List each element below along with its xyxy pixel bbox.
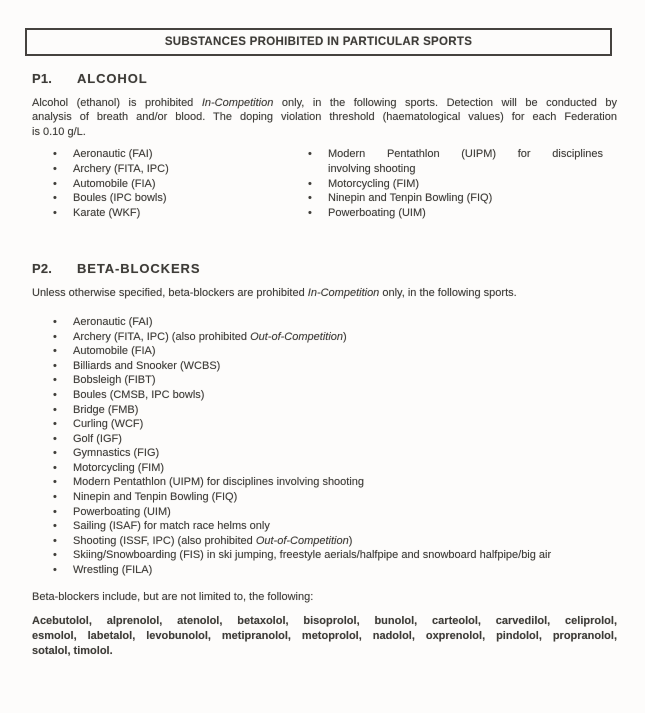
p2-note-paragraph: Beta-blockers include, but are not limited to, the following: — [32, 590, 314, 603]
list-item-label: Boules (IPC bowls) — [73, 192, 167, 205]
list-item — [53, 359, 617, 374]
list-item — [308, 147, 603, 176]
list-item — [53, 519, 617, 534]
bullet-icon: • — [53, 418, 57, 431]
list-item-label: Wrestling (FILA) — [73, 564, 153, 577]
list-item — [53, 403, 617, 418]
list-item-label: Karate (WKF) — [73, 206, 141, 219]
bullet-icon: • — [53, 491, 57, 504]
list-item — [53, 548, 617, 563]
list-item — [53, 191, 308, 206]
list-item-label: Powerboating (UIM) — [328, 206, 426, 219]
list-item-label: Archery (FITA, IPC) — [73, 162, 169, 175]
list-item — [53, 147, 308, 162]
bullet-icon: • — [308, 206, 312, 219]
list-item — [53, 162, 308, 177]
list-item — [53, 177, 308, 192]
list-item-label: Aeronautic (FAI) — [73, 315, 153, 328]
list-item — [308, 206, 603, 221]
list-item — [308, 191, 603, 206]
list-item — [53, 505, 617, 520]
list-item-label: Skiing/Snowboarding (FIS) in ski jumping, freestyle aerials/halfpipe and snowboard halfpipe/big air — [73, 549, 552, 562]
list-item — [53, 315, 617, 330]
p1-sports-list-right — [308, 147, 617, 220]
bullet-icon: • — [53, 177, 57, 190]
list-item-label: Gymnastics (FIG) — [73, 447, 160, 460]
list-item-label: Automobile (FIA) — [73, 177, 156, 190]
bullet-icon: • — [53, 162, 57, 175]
list-item — [53, 490, 617, 505]
bullet-icon: • — [53, 520, 57, 533]
p1-sports-list-left — [32, 147, 308, 220]
list-item — [53, 461, 617, 476]
text-line: involving shooting — [328, 162, 416, 175]
list-item — [53, 388, 617, 403]
list-item-label: Shooting (ISSF, IPC) (also prohibited Out-of-Competition) — [73, 534, 353, 547]
bullet-icon: • — [53, 345, 57, 358]
text-line: analysis of breath and/or blood. The doping violation threshold (haematological values) for each Federation — [32, 111, 617, 124]
list-item-label — [328, 147, 603, 176]
p2-heading-number: P2. — [32, 261, 53, 277]
text-line: Acebutolol, alprenolol, atenolol, betaxolol, bisoprolol, bunolol, carteolol, carvedilol, celiprolol, — [32, 615, 617, 628]
list-item — [53, 330, 617, 345]
list-item-label: Ninepin and Tenpin Bowling (FIQ) — [73, 491, 238, 504]
emphasized-text: Out-of-Competition — [255, 534, 349, 547]
list-item — [53, 417, 617, 432]
list-item-label: Automobile (FIA) — [73, 345, 156, 358]
bullet-icon: • — [53, 148, 57, 161]
bullet-icon: • — [53, 206, 57, 219]
bullet-icon: • — [53, 476, 57, 489]
emphasized-text: In-Competition — [201, 96, 274, 109]
p1-heading-label: ALCOHOL — [77, 70, 148, 86]
bullet-icon: • — [53, 359, 57, 372]
list-item-label: Curling (WCF) — [73, 418, 144, 431]
list-item-label: Motorcycling (FIM) — [73, 461, 165, 474]
page-title: SUBSTANCES PROHIBITED IN PARTICULAR SPORTS — [164, 36, 473, 48]
text-line: is 0.10 g/L. — [32, 125, 86, 138]
bullet-icon: • — [53, 564, 57, 577]
list-item — [53, 373, 617, 388]
list-item-label: Bridge (FMB) — [73, 403, 139, 416]
bullet-icon: • — [53, 432, 57, 445]
list-item-label: Sailing (ISAF) for match race helms only — [73, 520, 270, 533]
list-item — [53, 534, 617, 549]
list-item — [53, 206, 308, 221]
bullet-icon: • — [53, 192, 57, 205]
p2-heading — [32, 261, 617, 276]
p1-heading-number: P1. — [32, 70, 53, 86]
p2-sports-list — [32, 315, 617, 578]
title-box — [25, 28, 612, 56]
list-item-label: Ninepin and Tenpin Bowling (FIQ) — [328, 192, 493, 205]
p1-heading — [32, 71, 617, 86]
p1-sports-list — [32, 147, 617, 220]
emphasized-text: In-Competition — [307, 287, 380, 300]
list-item — [53, 563, 617, 578]
section-p2-beta-blockers — [32, 261, 617, 659]
list-item-label: Motorcycling (FIM) — [328, 177, 420, 190]
p2-heading-label: BETA-BLOCKERS — [77, 261, 201, 277]
bullet-icon: • — [53, 549, 57, 562]
bullet-icon: • — [53, 315, 57, 328]
list-item — [53, 344, 617, 359]
bullet-icon: • — [53, 447, 57, 460]
emphasized-text: Out-of-Competition — [250, 330, 344, 343]
bullet-icon: • — [53, 374, 57, 387]
text-line: sotalol, timolol. — [32, 645, 113, 658]
list-item-label: Powerboating (UIM) — [73, 505, 171, 518]
bullet-icon: • — [308, 148, 312, 161]
bullet-icon: • — [53, 505, 57, 518]
text-line: Alcohol (ethanol) is prohibited In-Competition only, in the following sports. Detection will be conducted by — [32, 96, 617, 109]
text-line: Modern Pentathlon (UIPM) for disciplines — [328, 148, 603, 161]
bullet-icon: • — [53, 534, 57, 547]
list-item-label: Aeronautic (FAI) — [73, 148, 153, 161]
list-item-label: Boules (CMSB, IPC bowls) — [73, 388, 205, 401]
bullet-icon: • — [53, 388, 57, 401]
section-p1-alcohol — [32, 71, 617, 221]
p2-substances-paragraph — [32, 614, 617, 659]
p1-intro-paragraph — [32, 96, 617, 140]
list-item — [308, 177, 603, 192]
list-item — [53, 432, 617, 447]
list-item-label: Golf (IGF) — [73, 432, 122, 445]
list-item-label: Archery (FITA, IPC) (also prohibited Out-of-Competition) — [73, 330, 347, 343]
list-item — [53, 475, 617, 490]
list-item-label: Bobsleigh (FIBT) — [73, 374, 156, 387]
list-item-label: Billiards and Snooker (WCBS) — [73, 359, 221, 372]
bullet-icon: • — [308, 192, 312, 205]
text-line: esmolol, labetalol, levobunolol, metipranolol, metoprolol, nadolol, oxprenolol, pindolol, propranolol, — [32, 630, 617, 643]
list-item-label: Modern Pentathlon (UIPM) for disciplines involving shooting — [73, 476, 365, 489]
bullet-icon: • — [53, 461, 57, 474]
bullet-icon: • — [308, 177, 312, 190]
list-item — [53, 446, 617, 461]
p2-intro-paragraph: Unless otherwise specified, beta-blockers are prohibited In-Competition only, in the following sports. — [32, 287, 517, 300]
bullet-icon: • — [53, 330, 57, 343]
bullet-icon: • — [53, 403, 57, 416]
